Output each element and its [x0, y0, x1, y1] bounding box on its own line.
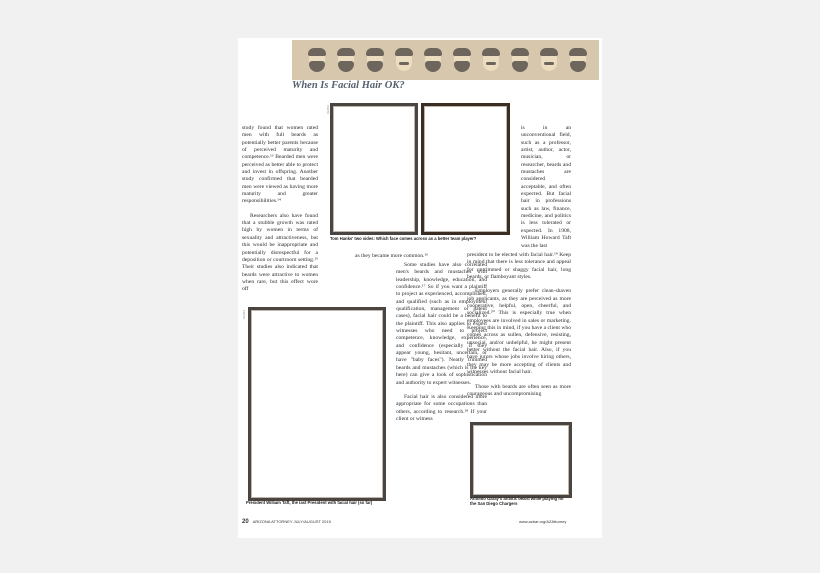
photo-taft: [248, 307, 386, 501]
photo-credit: PHOTO: [242, 310, 245, 320]
paragraph: Those with beards are often seen as more courageous and uncompromising: [467, 383, 571, 397]
caption-garay: Antonio Garay's artistic beard while playing for the San Diego Chargers: [470, 496, 564, 506]
face-goatee-icon: [335, 46, 357, 74]
paragraph: Employers generally prefer clean-shaven job applicants, as they are perceived as more cooperative, helpful, open, cheerful, and socialized.²⁰ This is especially true when employees are involved in sales or marketing. Keeping this in mind, if you have a client who comes across as sullen, defensive, resisting, unsocial, and/or unhelpful, he might present better without the facial hair. Also, if you have jurors whose jobs involve hiring others, they may be more accepting of clients and witnesses without facial hair.: [467, 288, 571, 376]
column-3: [521, 125, 571, 250]
paragraph: Some studies have also correlated men's beards and mustaches with leadership, knowledge, education, and confidence.¹⁷ So if you want a plaintiff to project as experienced, accomplished, and qualified (such as in employment qualification, management or patent cases), facial hair could be a benefit to the plaintiff. This also applies to expert witnesses who need to project competence, knowledge, experience, and confidence (especially if they appear young, hesitant, uncertain, or have "baby faces"). Neatly trimmed beards and mustaches (which is the key here) can give a look of sophistication and authority to expert witnesses.: [396, 262, 487, 386]
column-3-continued: [467, 252, 571, 405]
paragraph: study found that women rated men with full beards as potentially better parents because of perceived maturity and competence.¹³ Bearded men were perceived as better able to protect and invest in offspring. Another study confirmed that bearded men were viewed as having more maturity and greater responsibilities.¹⁴: [242, 125, 318, 205]
column-1: [242, 125, 318, 301]
face-full-beard-icon: [364, 46, 386, 74]
photo-garay: [470, 422, 572, 498]
photo-hanks-bearded: [330, 103, 418, 235]
page-number: 20: [242, 519, 249, 525]
article-title: When Is Facial Hair OK?: [292, 80, 405, 91]
photo-hanks-clean: [421, 103, 510, 235]
face-full-beard-icon: [509, 46, 531, 74]
facial-hair-banner: [292, 40, 599, 80]
photo-credit: PHOTO: [326, 105, 329, 115]
footer-url: www.azbar.org/AZAttorney: [519, 519, 567, 524]
paragraph: as they became more common.¹⁶: [355, 253, 429, 259]
paragraph: is in an unconventional field, such as a professor, artist, author, actor, musician, or researcher, beards and mustaches are considered acceptable, and often expected. But facial hair in professions such as law, finance, medicine, and politics is less tolerated or expected. In 1908, William Howard Taft was the last: [521, 125, 571, 249]
face-full-beard-icon: [567, 46, 589, 74]
magazine-name: ARIZONA ATTORNEY JULY/AUGUST 2015: [252, 519, 331, 524]
face-long-hair-icon: [451, 46, 473, 74]
paragraph: Researchers also have found that a stubble growth was rated high by women in terms of sexuality and attractiveness, but this would be inappropriate and potentially disrespectful for a deposition or courtroom setting.¹⁵ Their studies also indicated that beards were attractive to women when rare, but this effect wore off: [242, 212, 318, 293]
face-mustache-icon: [393, 46, 415, 74]
face-mustache-icon: [538, 46, 560, 74]
face-full-beard-icon: [422, 46, 444, 74]
caption-taft: President William Taft, the last President with facial hair (so far): [246, 500, 373, 505]
caption-hanks: Tom Hanks' two sides: Which face comes across as a better team player?: [330, 236, 477, 241]
paragraph: president to be elected with facial hair.¹⁹ Keep in mind that there is less tolerance and appeal for untrimmed or shaggy facial hair, long beards, or flamboyant styles.: [467, 252, 571, 281]
face-full-beard-icon: [306, 46, 328, 74]
paragraph: Facial hair is also considered more appropriate for some occupations than others, according to research.¹⁸ If your client or witness: [396, 393, 487, 422]
face-mustache-icon: [480, 46, 502, 74]
footer-left: [242, 519, 331, 525]
